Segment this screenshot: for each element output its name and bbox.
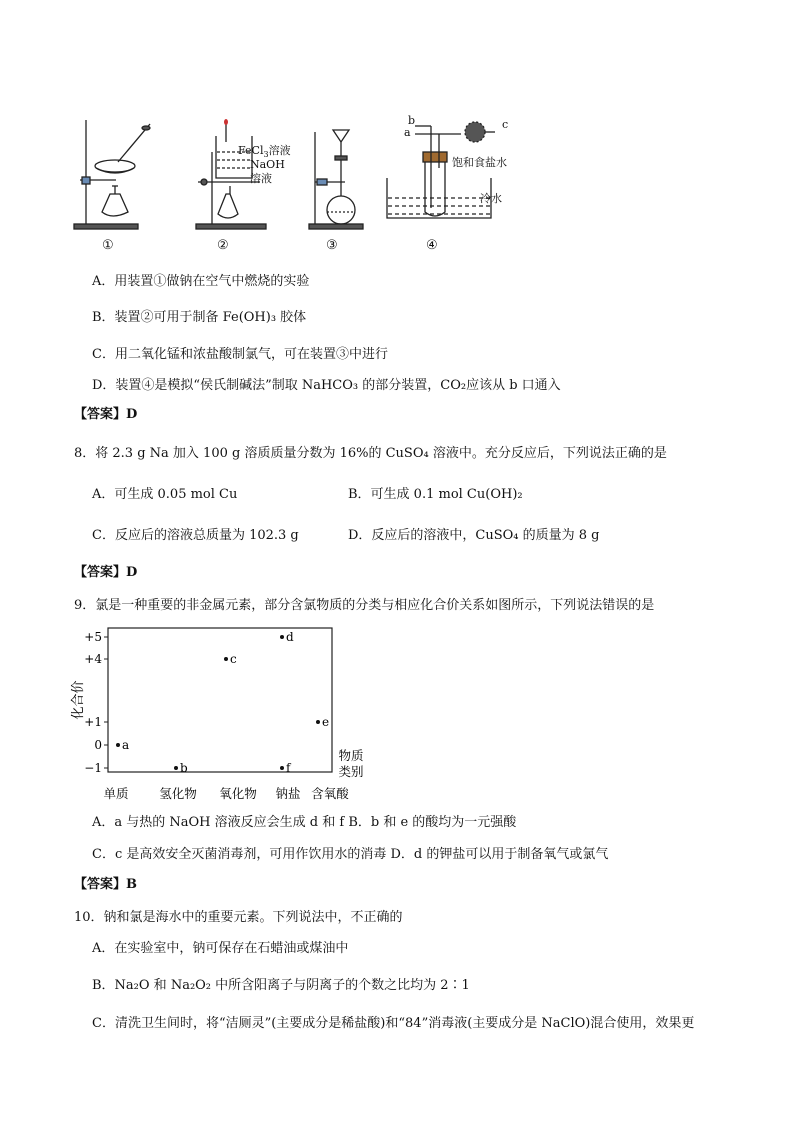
label-tube-b: b (408, 114, 416, 127)
q10-stem: 10．钠和氯是海水中的重要元素。下列说法中，不正确的 (74, 910, 403, 925)
q10-option-c: C．清洗卫生间时，将“洁厕灵”(主要成分是稀盐酸)和“84”消毒液(主要成分是 NaClO)混合使用，效果更 (92, 1016, 695, 1031)
q7-option-d: D．装置④是模拟“侯氏制碱法”制取 NaHCO₃ 的部分装置，CO₂应该从 b 口通入 (92, 378, 561, 393)
data-point-e (316, 720, 320, 724)
label-cold-water: 冷水 (480, 192, 502, 205)
q9-option-cd: C．c 是高效安全灭菌消毒剂，可用作饮用水的消毒 D．d 的钾盐可以用于制备氧气或氯气 (92, 847, 609, 862)
data-point-c (224, 657, 228, 661)
point-label-f: f (286, 761, 291, 775)
q8-option-a: A．可生成 0.05 mol Cu (92, 487, 238, 502)
label-fecl3: FeCl$_3$溶液 (238, 144, 291, 159)
y-tick-label: +5 (84, 630, 102, 644)
data-point-b (174, 766, 178, 770)
q9-answer: 【答案】B (74, 877, 137, 892)
label-naoh-solution: 溶液 (250, 172, 272, 185)
q7-answer: 【答案】D (74, 407, 138, 422)
q9-option-ab: A．a 与热的 NaOH 溶液反应会生成 d 和 f B．b 和 e 的酸均为一元强酸 (92, 815, 517, 830)
apparatus-label-1: ① (102, 238, 114, 252)
q7-option-b: B．装置②可用于制备 Fe(OH)₃ 胶体 (92, 310, 307, 325)
q8-option-d: D．反应后的溶液中，CuSO₄ 的质量为 8 g (348, 528, 600, 543)
y-tick-label: +1 (84, 715, 102, 729)
x-category-label: 氢化物 (159, 786, 197, 801)
x-axis-label-line2: 类别 (338, 764, 364, 779)
y-axis-label: 化合价 (71, 680, 86, 720)
q8-option-b: B．可生成 0.1 mol Cu(OH)₂ (348, 487, 523, 502)
q9-stem: 9．氯是一种重要的非金属元素，部分含氯物质的分类与相应化合价关系如图所示，下列说法错误的是 (74, 598, 655, 613)
data-point-a (116, 743, 120, 747)
y-tick-label: −1 (84, 761, 102, 775)
apparatus-label-3: ③ (326, 238, 338, 252)
label-tube-a: a (404, 126, 411, 139)
data-point-d (280, 635, 284, 639)
x-category-label: 单质 (103, 786, 129, 801)
label-tube-c: c (502, 118, 509, 131)
point-label-c: c (230, 652, 237, 666)
q10-option-b: B．Na₂O 和 Na₂O₂ 中所含阳离子与阴离子的个数之比均为 2∶1 (92, 978, 470, 993)
y-tick-label: 0 (94, 738, 102, 752)
apparatus-1 (74, 120, 150, 229)
point-label-d: d (286, 630, 294, 644)
q8-option-c: C．反应后的溶液总质量为 102.3 g (92, 528, 299, 543)
x-axis-label-line1: 物质 (338, 748, 364, 763)
q8-stem: 8．将 2.3 g Na 加入 100 g 溶质质量分数为 16%的 CuSO₄ 溶液中。充分反应后，下列说法正确的是 (74, 446, 667, 461)
point-label-b: b (180, 761, 188, 775)
x-category-label: 氧化物 (219, 786, 257, 801)
data-point-f (280, 766, 284, 770)
apparatus-3 (309, 130, 363, 229)
label-naoh: NaOH (250, 158, 285, 171)
apparatus-label-2: ② (217, 238, 229, 252)
point-label-a: a (122, 738, 130, 752)
label-brine: 饱和食盐水 (452, 156, 507, 169)
q7-option-c: C．用二氧化锰和浓盐酸制氯气，可在装置③中进行 (92, 347, 388, 362)
q10-option-a: A．在实验室中，钠可保存在石蜡油或煤油中 (92, 941, 349, 956)
point-label-e: e (322, 715, 330, 729)
q7-option-a: A．用装置①做钠在空气中燃烧的实验 (92, 274, 310, 289)
plot-frame (108, 628, 332, 772)
valence-chart (66, 620, 376, 805)
q8-answer: 【答案】D (74, 565, 138, 580)
apparatus-figure (60, 112, 540, 252)
y-tick-label: +4 (84, 652, 102, 666)
x-category-label: 含氧酸 (311, 786, 349, 801)
x-category-label: 钠盐 (275, 786, 301, 801)
apparatus-label-4: ④ (426, 238, 438, 252)
